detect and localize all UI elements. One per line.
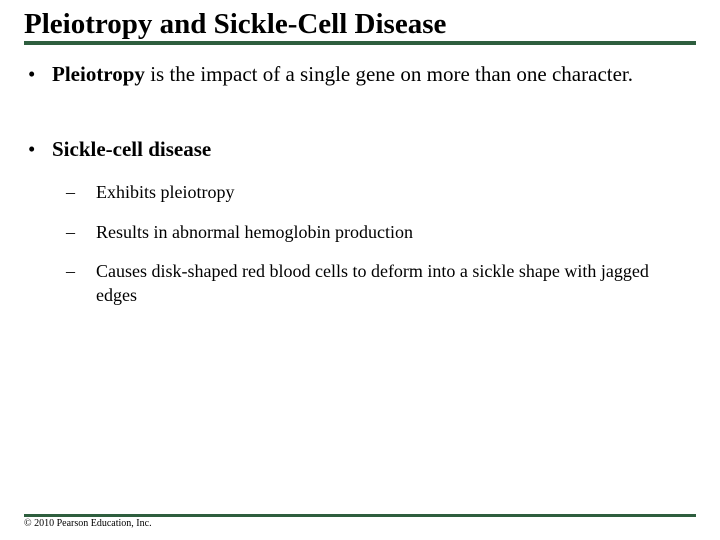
footer-rule: [24, 514, 696, 517]
bullet-marker: •: [28, 62, 36, 86]
bullet-bold-term: Pleiotropy: [52, 62, 145, 86]
copyright-footer: © 2010 Pearson Education, Inc.: [24, 518, 152, 529]
bullet-marker: •: [28, 137, 36, 161]
bullet-text: [52, 61, 662, 87]
slide-title: Pleiotropy and Sickle-Cell Disease: [24, 8, 447, 40]
sub-bullet-text: Exhibits pleiotropy: [96, 182, 235, 202]
sub-bullet-marker: –: [66, 261, 75, 281]
bullet-body: is the impact of a single gene on more than one character.: [144, 62, 634, 86]
sub-bullet-marker: –: [66, 182, 75, 202]
title-underline: [24, 41, 696, 45]
bullet-text: Sickle-cell disease: [52, 137, 212, 161]
sub-bullet-marker: –: [66, 222, 75, 242]
bullet-pleiotropy: [28, 61, 668, 117]
sub-bullet-text: Causes disk-shaped red blood cells to deform into a sickle shape with jagged edges: [96, 261, 649, 305]
bullet-sickle-cell: [28, 136, 668, 164]
sub-bullet-text: Results in abnormal hemoglobin production: [96, 222, 413, 242]
